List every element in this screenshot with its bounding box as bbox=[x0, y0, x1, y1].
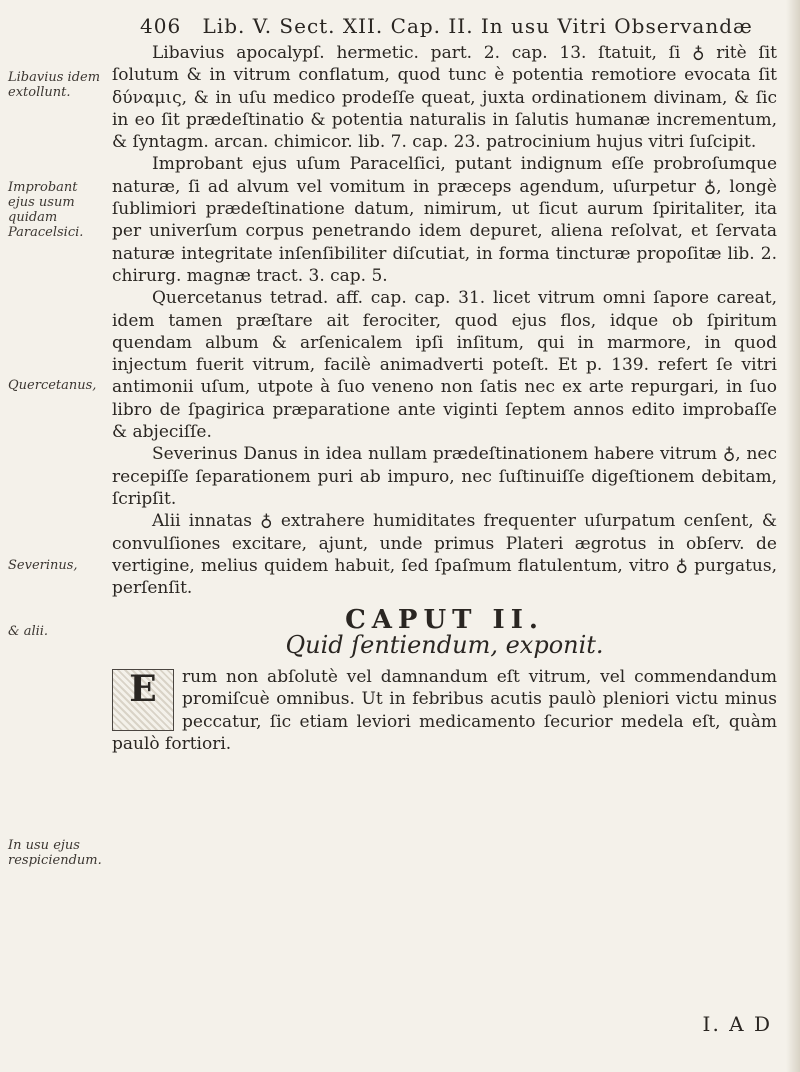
chapter-title: CAPUT II. bbox=[345, 605, 544, 636]
opening-text: rum non abſolutè vel damnandum eſt vitrum, vel commendandum promiſcuè omnibus. Ut in febribus acutis paulò pleniori victu minus peccatur, ſic etiam leviori medicamento ſecurior medela eſt, quàm paulò fortiori. bbox=[112, 667, 777, 754]
paragraph-alii: Alii innatas ♁ extrahere humiditates frequenter uſurpatum cenſent, & convulſiones excitare, ajunt, unde primus Plateri ægrotus in obſerv. de vertigine, melius quidem habuit, ſed ſpaſmum flatulentum, vitro ♁ purgatus, perſenſit. bbox=[112, 511, 777, 599]
margin-note-alii: & alii. bbox=[8, 624, 49, 639]
running-header bbox=[140, 14, 780, 38]
paragraph-libavius: Libavius apocalypſ. hermetic. part. 2. cap. 13. ſtatuit, ſi ♁ ritè ſit ſolutum & in vitrum conflatum, quod tunc è potentia remotiore evocata ſit δύναμις, & in uſu medico prodeſſe queat, juxta ordinationem divinam, & ſic in eo ſit prædeſtinatio & potentia naturalis in ſalutis humanæ incrementum, & ſyntagm. arcan. chimicor. lib. 7. cap. 23. patrocinium hujus vitri ſuſcipit. bbox=[112, 43, 777, 153]
catchword: I. A D bbox=[702, 1012, 772, 1036]
margin-note-severinus: Severinus, bbox=[8, 558, 78, 573]
paragraph-paracelsici: Improbant ejus uſum Paracelſici, putant indignum eſſe probroſumque naturæ, ſi ad alvum vel vomitum in præceps agendum, uſurpetur ♁, longè ſublimiori prædeſtinatione datum, nimirum, ut ſicut aurum ſpiritaliter, ita per univerſum corpus penetrando idem depuret, aliena reſolvat, et ſervata naturæ integritate inſenſibiliter diſcutiat, in forma tincturæ propoſitæ lib. 2. chirurg. magnæ tract. 3. cap. 5. bbox=[112, 154, 777, 286]
running-title: Lib. V. Sect. XII. Cap. II. In usu Vitri Observandæ bbox=[202, 14, 753, 38]
chapter-subtitle: Quid ſentiendum, exponit. bbox=[285, 630, 604, 659]
margin-note-libavius: Libavius idem extollunt. bbox=[8, 70, 101, 100]
margin-note-improbant: Improbant ejus usum quidam Paracelsici. bbox=[8, 180, 84, 240]
margin-note-quercetanus: Quercetanus, bbox=[8, 378, 97, 393]
paragraph-caput-opening bbox=[112, 666, 777, 755]
paragraph-severinus: Severinus Danus in idea nullam prædeſtinationem habere vitrum ♁, nec recepiſſe ſeparationem puri ab impuro, nec ſuſtinuiſſe digeſtionem debitam, ſcripſit. bbox=[112, 444, 777, 509]
main-text bbox=[112, 42, 777, 755]
margin-note-in-usu: In usu ejus respiciendum. bbox=[8, 838, 102, 868]
page-number: 406 bbox=[140, 14, 182, 38]
initial-letter: E bbox=[129, 668, 157, 711]
paragraph-quercetanus: Quercetanus tetrad. aff. cap. cap. 31. licet vitrum omni ſapore careat, idem tamen præſtare ait ferociter, quod ejus flos, idque ob ſpiritum quendam album & arſenicalem ipſi inſitum, qui in marmore, in quod injectum fuerit vitrum, facilè animadverti poteſt. Et p. 139. refert ſe vitri antimonii uſum, utpote à ſuo veneno non ſatis nec ex arte repurgari, in ſuo libro de ſpagirica præparatione ante viginti ſeptem annos edito improbaſſe & abjeciſſe. bbox=[112, 288, 777, 443]
page-fold-shadow bbox=[786, 0, 800, 1072]
decorated-initial bbox=[112, 669, 174, 731]
